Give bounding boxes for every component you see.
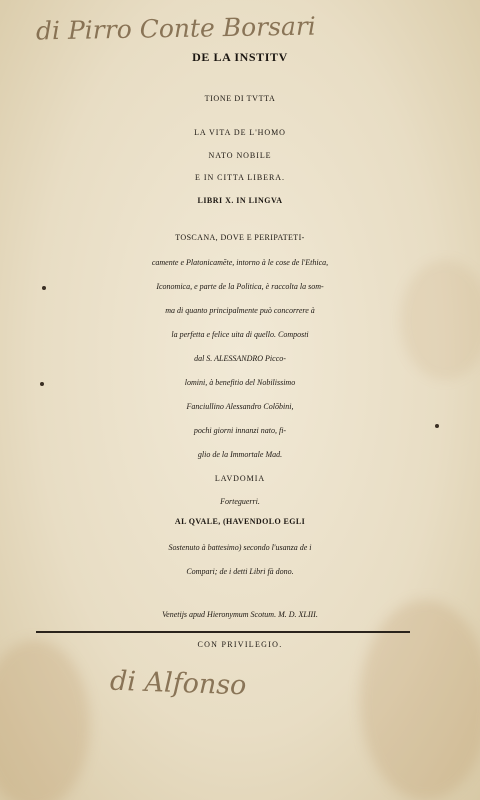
handwritten-ownership-note-top: di Pirro Conte Borsari [35, 11, 317, 46]
title-line-6: LIBRI X. IN LINGVA [197, 196, 283, 205]
body-line-2: Iconomica, e parte de la Politica, è raccolta la som- [156, 282, 324, 291]
title-line-5: E IN CITTA LIBERA. [195, 173, 285, 182]
handwritten-ownership-note-bottom: di Alfonso [109, 665, 247, 702]
body-line-14: Compari; de i detti Libri fà dono. [186, 567, 294, 576]
imprint-rule [36, 631, 410, 633]
body-line-4: la perfetta e felice uita di quello. Composti [171, 330, 309, 339]
ink-speck [40, 382, 44, 386]
body-line-3: ma di quanto principalmente può concorrere à [165, 306, 315, 315]
title-line-1: DE LA INSTITV [192, 50, 288, 64]
body-line-8: pochi giorni innanzi nato, fi- [193, 426, 287, 435]
privilege-line: CON PRIVILEGIO. [197, 640, 283, 649]
body-line-13: Sostenuto à battesimo) secondo l'usanza de i [168, 543, 312, 552]
ink-speck [435, 424, 439, 428]
body-line-7: Fanciullino Alessandro Colōbini, [186, 402, 294, 411]
imprint: Venetijs apud Hieronymum Scotum. M. D. XLIII. [162, 610, 318, 619]
body-line-5: dal S. ALESSANDRO Picco- [194, 354, 286, 363]
ink-speck [42, 286, 46, 290]
body-line-12: AL QVALE, (HAVENDOLO EGLI [174, 517, 306, 526]
body-line-6: lomini, à benefitio del Nobilissimo [184, 378, 296, 387]
body-line-9: glio de la Immortale Mad. [197, 450, 283, 459]
body-line-1: camente e Platonicamēte, intorno à le cose de l'Ethica, [151, 258, 329, 267]
title-line-4: NATO NOBILE [208, 151, 272, 160]
body-line-10: LAVDOMIA [214, 474, 266, 483]
title-line-2: TIONE DI TVTTA [204, 94, 276, 103]
body-line-11: Forteguerri. [220, 497, 260, 506]
title-line-7: TOSCANA, DOVE E PERIPATETI- [175, 233, 305, 242]
paper-stain [360, 600, 480, 800]
paper-stain [0, 640, 90, 800]
title-line-3: LA VITA DE L'HOMO [194, 128, 286, 137]
